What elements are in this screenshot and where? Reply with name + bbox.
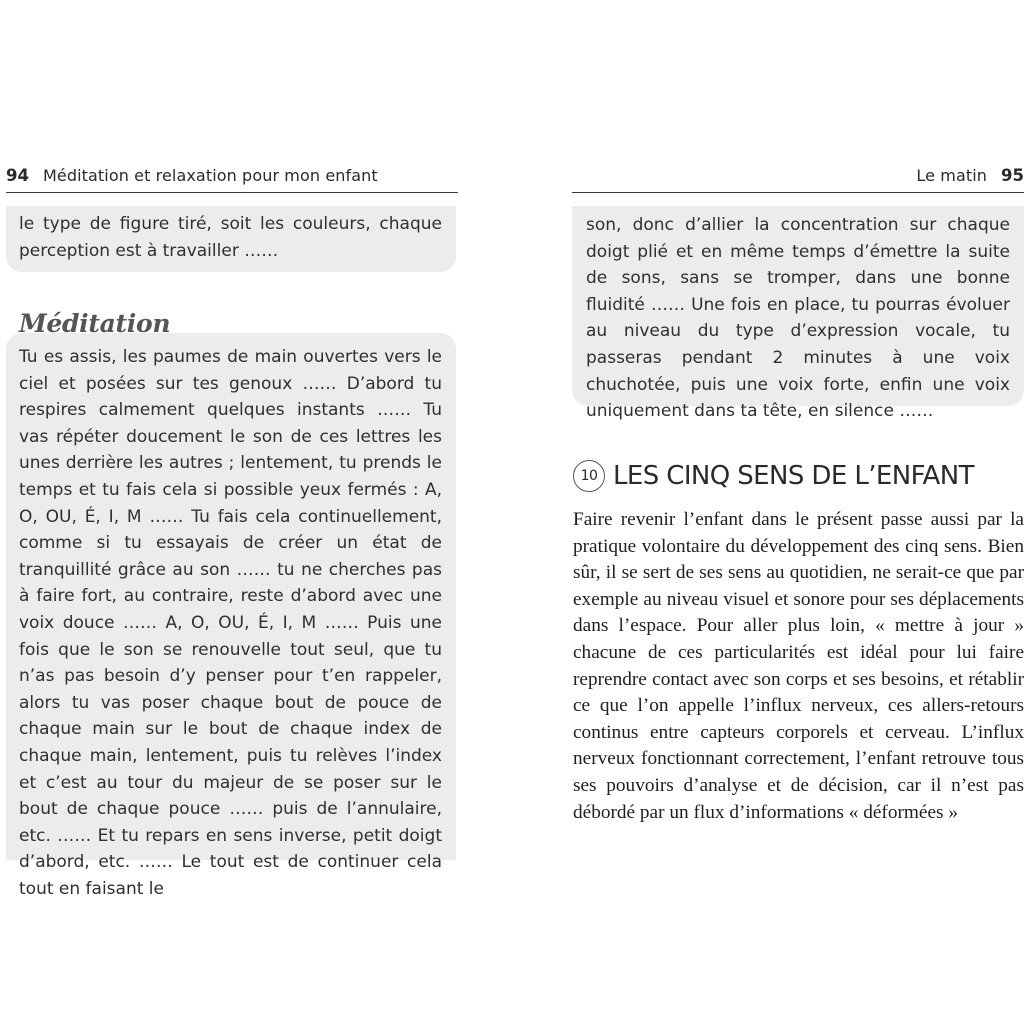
meditation-box: [6, 333, 456, 899]
right-running-title: Le matin: [916, 166, 988, 185]
section-number-badge: 10: [573, 460, 605, 492]
section-heading: [573, 457, 974, 495]
left-continued-box: [6, 206, 456, 272]
left-continued-text: le type de figure tiré, soit les couleurs, chaque perception est à travailler ……: [19, 214, 442, 261]
right-continued-box: [572, 206, 1024, 422]
section-body-text: Faire revenir l’enfant dans le présent passe aussi par la pratique volontaire du développement des cinq sens. Bien sûr, il se sert de ses sens au quotidien, ne serait-ce que par exemple au niveau visuel et sonore pour ses déplacements dans l’espace. Pour aller plus loin, « mettre à jour » chacune de ces particularités est idéal pour lui faire reprendre contact avec son corps et ses besoins, et rétablir ce que l’on appelle l’influx nerveux, ces allers-retours continus entre capteurs corporels et cerveau. L’influx nerveux fonctionnant correctement, l’enfant retrouve tous ses pouvoirs d’analyse et de décision, car il n’est pas débordé par un flux d’informations « déformées »: [573, 509, 1024, 823]
right-page-number: 95: [1001, 166, 1024, 185]
meditation-text: Tu es assis, les paumes de main ouvertes vers le ciel et posées sur tes genoux …… D’abord tu respires calmement quelques instants …… Tu vas répéter doucement le son de ces lettres les unes derrière les autres ; lentement, tu prends le temps et tu fais cela si possible yeux fermés : A, O, OU, É, I, M …… Tu fais cela continuellement, comme si tu essayais de créer un état de tranquillité grâce au son …… tu ne cherches pas à faire fort, au contraire, reste d’abord avec une voix douce …… A, O, OU, É, I, M …… Puis une fois que le son se renouvelle tout seul, que tu n’as pas besoin d’y penser pour t’en rappeler, alors tu vas poser chaque bout de pouce de chaque main sur le bout de chaque index de chaque main, lentement, puis tu relèves l’index et c’est au tour du majeur de se poser sur le bout de chaque pouce …… puis de l’annulaire, etc. …… Et tu repars en sens inverse, petit doigt d’abord, etc. …… Le tout est de continuer cela tout en faisant le: [19, 347, 442, 899]
left-page-header: [6, 166, 458, 193]
right-continued-text: son, donc d’allier la concentration sur chaque doigt plié et en même temps d’émettre la suite de sons, sans se tromper, dans une bonne fluidité …… Une fois en place, tu pourras évoluer au niveau du type d’expression vocale, tu passeras pendant 2 minutes à une voix chuchotée, puis une voix forte, enfin une voix uniquement dans ta tête, en silence ……: [586, 215, 1010, 422]
section-title: LES CINQ SENS DE L’ENFANT: [613, 461, 974, 491]
left-running-title: Méditation et relaxation pour mon enfant: [42, 166, 378, 185]
meditation-title: Méditation: [19, 309, 171, 338]
left-page-number: 94: [6, 166, 29, 185]
right-page-header: [572, 166, 1024, 193]
